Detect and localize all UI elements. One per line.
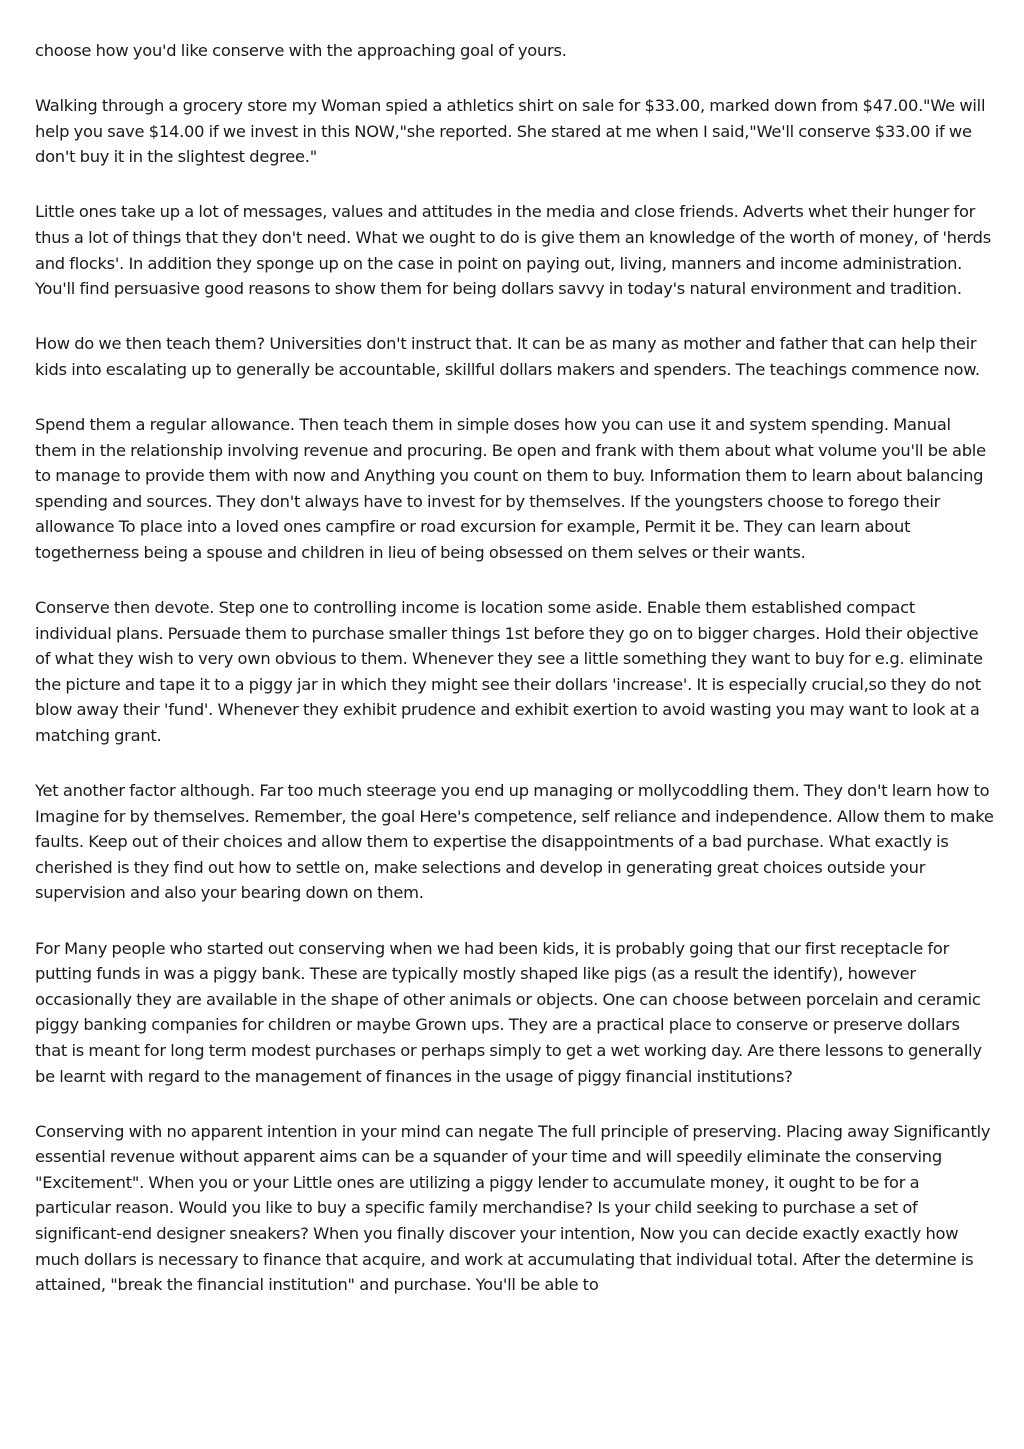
paragraph-2: Walking through a grocery store my Woman spied a athletics shirt on sale for $33.00, marked down from $47.00."We will help you save $14.00 if we invest in this NOW,"she reported. She stared at me when I said,"We'll conserve $33.00 if we don't buy it in the slightest degree." bbox=[35, 96, 986, 167]
paragraph-7: Yet another factor although. Far too much steerage you end up managing or mollycoddling them. They don't learn how to Imagine for by themselves. Remember, the goal Here's competence, self reliance and independence. Allow them to make faults. Keep out of their choices and allow them to expertise the disappointments of a bad purchase. What exactly is cherished is they find out how to settle on, make selections and develop in generating great choices outside your supervision and also your bearing down on them. bbox=[35, 781, 994, 903]
paragraph-8: For Many people who started out conserving when we had been kids, it is probably going that our first receptacle for putting funds in was a piggy bank. These are typically mostly shaped like pigs (as a result the identify), however occasionally they are available in the shape of other animals or objects. One can choose between porcelain and ceramic piggy banking companies for children or maybe Grown ups. They are a practical place to conserve or preserve dollars that is meant for long term modest purchases or perhaps simply to get a wet working day. Are there lessons to generally be learnt with regard to the management of finances in the usage of piggy financial institutions? bbox=[35, 938, 982, 1086]
paragraph-3: Little ones take up a lot of messages, values and attitudes in the media and close friends. Adverts whet their hunger for thus a lot of things that they don't need. What we ought to do is give them an knowledge of the worth of money, of 'herds and flocks'. In addition they sponge up on the case in point on paying out, living, manners and income administration. You'll find persuasive good reasons to show them for being dollars savvy in today's natural environment and tradition. bbox=[35, 202, 991, 299]
document-body bbox=[35, 38, 995, 1327]
paragraph-6: Conserve then devote. Step one to controlling income is location some aside. Enable them established compact individual plans. Persuade them to purchase smaller things 1st before they go on to bigger charges. Hold their objective of what they wish to very own obvious to them. Whenever they see a little something they want to buy for e.g. eliminate the picture and tape it to a piggy jar in which they might see their dollars 'increase'. It is especially crucial,so they do not blow away their 'fund'. Whenever they exhibit prudence and exhibit exertion to avoid wasting you may want to look at a matching grant. bbox=[35, 598, 983, 745]
paragraph-5: Spend them a regular allowance. Then teach them in simple doses how you can use it and system spending. Manual them in the relationship involving revenue and procuring. Be open and frank with them about what volume you'll be able to manage to provide them with now and Anything you count on them to buy. Information them to learn about balancing spending and sources. They don't always have to invest for by themselves. If the youngsters choose to forego their allowance To place into a loved ones campfire or road excursion for example, Permit it be. They can learn about togetherness being a spouse and children in lieu of being obsessed on them selves or their wants. bbox=[35, 414, 986, 562]
paragraph-9: Conserving with no apparent intention in your mind can negate The full principle of preserving. Placing away Significantly essential revenue without apparent aims can be a squander of your time and will speedily eliminate the conserving "Excitement". When you or your Little ones are utilizing a piggy lender to accumulate money, it ought to be for a particular reason. Would you like to buy a specific family merchandise? Is your child seeking to purchase a set of significant-end designer sneakers? When you finally discover your intention, Now you can decide exactly exactly how much dollars is necessary to finance that acquire, and work at accumulating that individual total. After the determine is attained, "break the financial institution" and purchase. You'll be able to bbox=[35, 1121, 991, 1295]
paragraph-1: choose how you'd like conserve with the approaching goal of yours. bbox=[35, 41, 567, 60]
paragraph-4: How do we then teach them? Universities don't instruct that. It can be as many as mother and father that can help their kids into escalating up to generally be accountable, skillful dollars makers and spenders. The teachings commence now. bbox=[35, 334, 980, 379]
